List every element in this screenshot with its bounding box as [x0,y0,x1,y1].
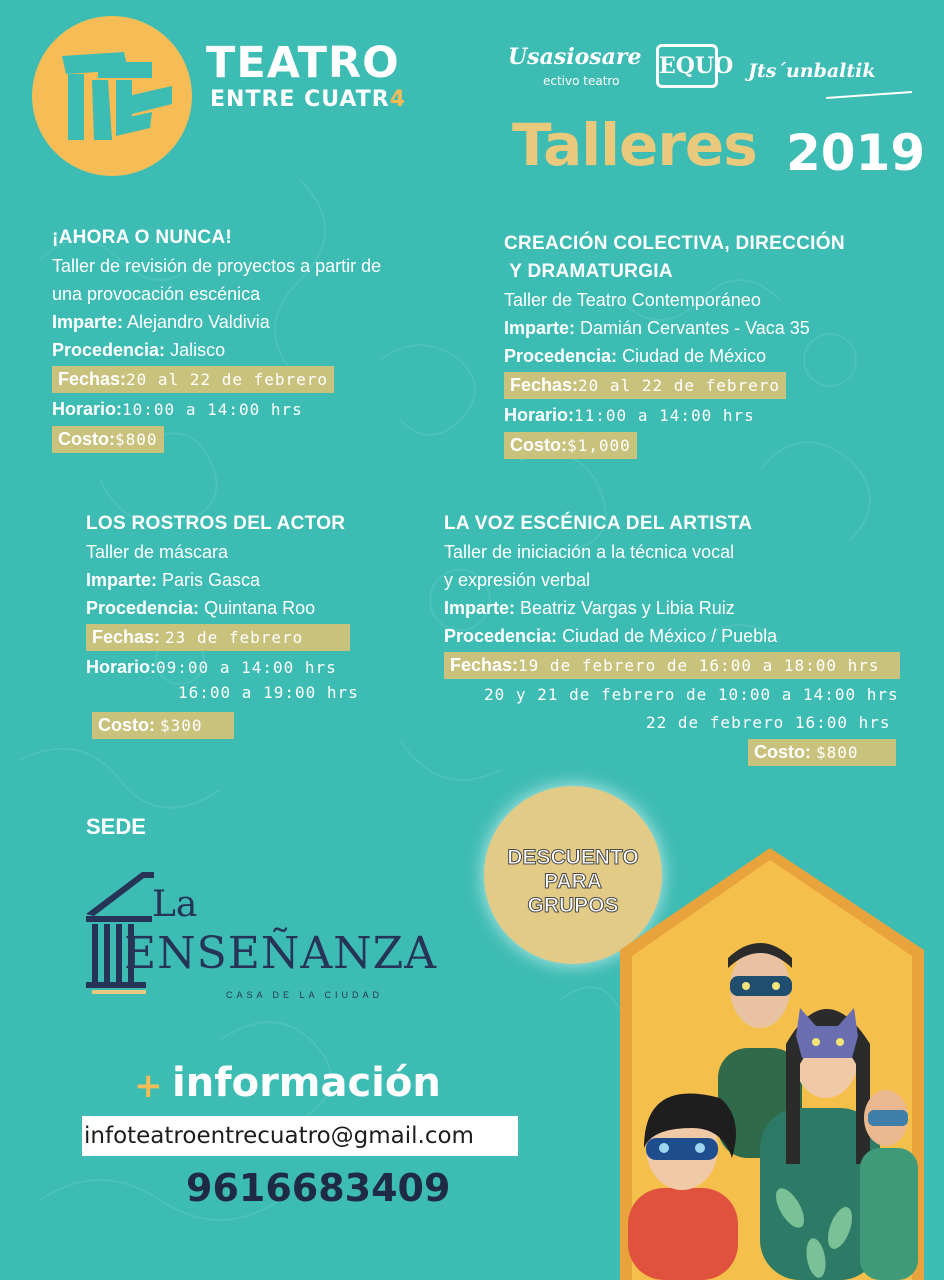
discount-line: DESCUENTO [507,846,639,869]
workshop-schedule: Horario:10:00 a 14:00 hrs [52,399,303,419]
workshop-dates: Fechas: 23 de febrero [86,624,350,651]
workshop-description: Taller de revisión de proyectos a partir de [52,256,382,276]
workshop-description: Taller de máscara [86,542,229,562]
discount-line: GRUPOS [527,894,619,917]
workshop-title: Y DRAMATURGIA [504,261,673,282]
workshop-schedule-second: 16:00 a 19:00 hrs [178,683,359,702]
workshop-origin: Procedencia: Jalisco [52,340,226,360]
workshop-dates: Fechas:20 al 22 de febrero [504,372,786,399]
workshop-description: Taller de Teatro Contemporáneo [504,290,761,310]
workshop-cost: Costo:$800 [52,426,164,453]
workshop-origin: Procedencia: Quintana Roo [86,598,316,618]
workshop-card [504,230,845,461]
partner-logo-equo: EQUO [656,44,718,88]
sede-venue-la: La [152,884,198,925]
workshop-dates: Fechas:19 de febrero de 16:00 a 18:00 hrs [444,652,900,679]
discount-line: PARA [544,870,602,893]
workshop-instructor: Imparte: Damián Cervantes - Vaca 35 [504,318,810,338]
workshop-title: LOS ROSTROS DEL ACTOR [86,513,346,534]
heading-talleres: Talleres [512,111,757,179]
workshop-schedule: Horario:11:00 a 14:00 hrs [504,405,755,425]
brand-name-line2-text: ENTRE CUATR [210,87,390,112]
workshop-title: CREACIÓN COLECTIVA, DIRECCIÓN [504,233,845,254]
workshop-card [444,510,900,768]
masked-figures-house-illustration [620,848,930,1280]
info-title: información [172,1060,441,1106]
sede-venue-subtitle: CASA DE LA CIUDAD [226,990,384,1000]
workshop-cost: Costo: $800 [748,739,896,766]
workshop-description: una provocación escénica [52,284,261,304]
workshop-card [86,510,359,741]
partner-logo-usasiosare: Usasiosare [508,44,642,70]
sede-label: SEDE [86,814,146,839]
workshop-title: ¡AHORA O NUNCA! [52,227,233,248]
workshop-instructor: Imparte: Alejandro Valdivia [52,312,270,332]
brand-name-line1: TEATRO [206,38,400,88]
workshop-dates-third: 22 de febrero 16:00 hrs [646,713,891,732]
brand-logo [32,16,192,176]
workshop-origin: Procedencia: Ciudad de México / Puebla [444,626,778,646]
partner-logo-usasiosare-subtitle: ectivo teatro [543,74,620,88]
contact-email[interactable]: infoteatroentrecuatro@gmail.com [82,1116,518,1156]
info-plus-icon: + [134,1066,163,1106]
workshop-description: Taller de iniciación a la técnica vocal [444,542,735,562]
brand-name-line2-accent: 4 [389,87,406,112]
contact-phone[interactable]: 9616683409 [186,1166,451,1210]
partner-logo-jtsunbaltik: Jts´unbaltik [748,60,876,82]
workshop-description: y expresión verbal [444,570,591,590]
workshop-title: LA VOZ ESCÉNICA DEL ARTISTA [444,513,753,534]
workshop-instructor: Imparte: Paris Gasca [86,570,261,590]
workshop-card [52,224,381,455]
heading-year: 2019 [786,124,926,182]
workshop-origin: Procedencia: Ciudad de México [504,346,767,366]
stacked-chairs-logo-icon [32,16,192,176]
workshop-schedule: Horario:09:00 a 14:00 hrs [86,657,337,677]
workshop-instructor: Imparte: Beatriz Vargas y Libia Ruiz [444,598,735,618]
brand-name-line2 [210,88,406,112]
sede-venue-name: ENSEÑANZA [124,928,438,979]
workshop-dates-second: 20 y 21 de febrero de 10:00 a 14:00 hrs [484,685,899,704]
workshop-cost: Costo:$1,000 [504,432,637,459]
workshop-cost: Costo: $300 [92,712,234,739]
workshop-dates: Fechas:20 al 22 de febrero [52,366,334,393]
